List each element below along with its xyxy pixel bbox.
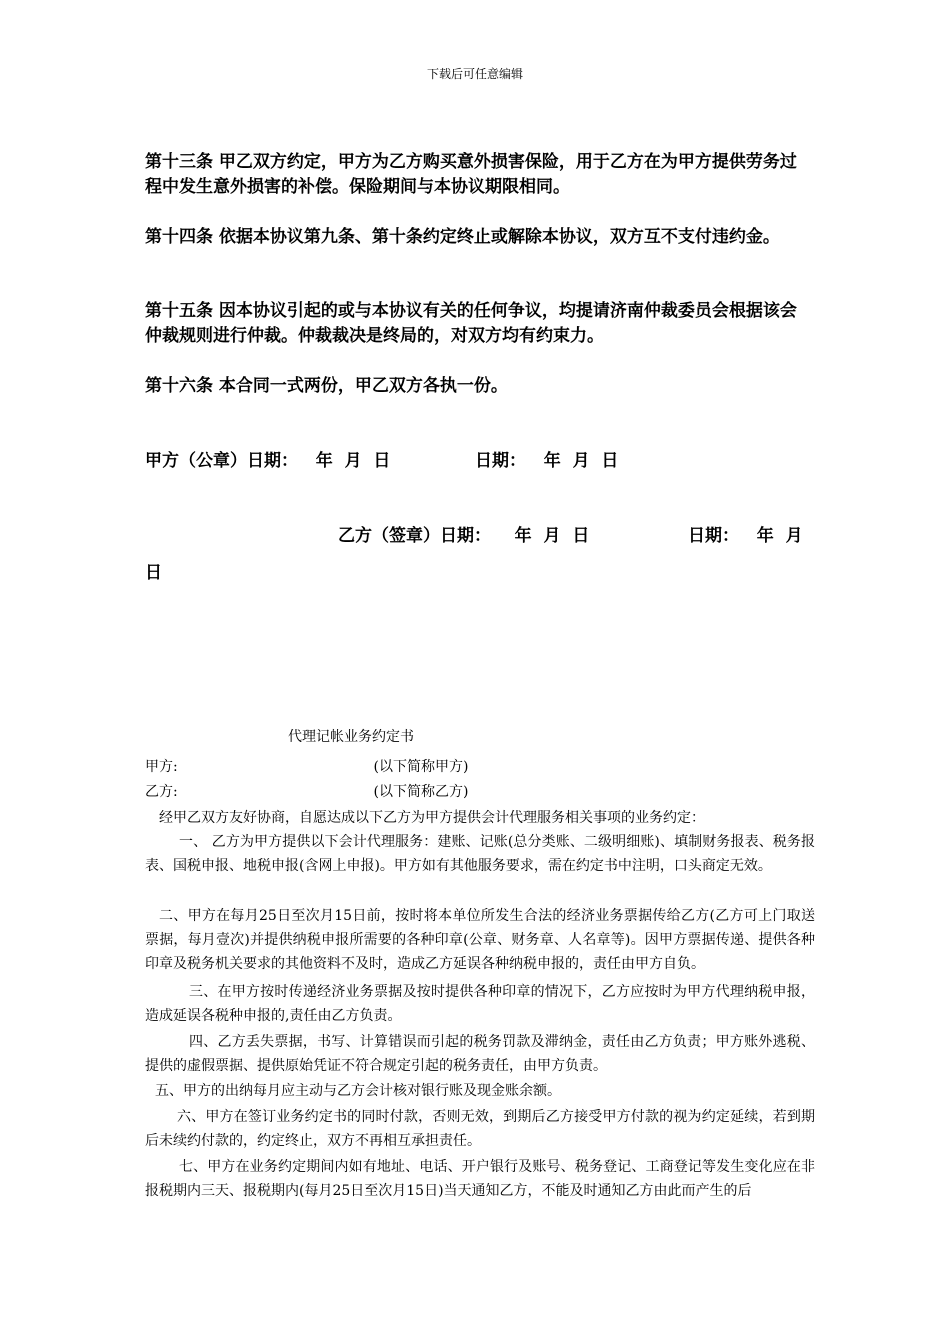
article-14: 第十四条 依据本协议第九条、第十条约定终止或解除本协议，双方互不支付违约金。: [145, 227, 780, 247]
agreement-item-2: 二、甲方在每月25日至次月15日前，按时将本单位所发生合法的经济业务票据传给乙方(乙方可上门取送票据，每月壹次)并提供纳税申报所需要的各种印章(公章、财务章、人名章等)。因甲方票据传递、提供各种印章及税务机关要求的其他资料不及时，造成乙方延误各种纳税申报的，责任由甲方自负。: [145, 908, 815, 972]
agreement-item-5: 五、甲方的出纳每月应主动与乙方会计核对银行账及现金账余额。: [155, 1083, 561, 1099]
agreement-item-1: 一、 乙方为甲方提供以下会计代理服务：建账、记账(总分类账、二级明细账)、填制财务报表、税务报表、国税申报、地税申报(含网上申报)。甲方如有其他服务要求，需在约定书中注明，口头商定无效。: [145, 834, 815, 874]
article-15: 第十五条 因本协议引起的或与本协议有关的任何争议，均提请济南仲裁委员会根据该会仲裁规则进行仲裁。仲裁裁决是终局的，对双方均有约束力。: [145, 301, 797, 346]
agreement-item-7: 七、甲方在业务约定期间内如有地址、电话、开户银行及账号、税务登记、工商登记等发生变化应在非报税期内三天、报税期内(每月25日至次月15日)当天通知乙方，不能及时通知乙方由此而产生的后: [145, 1159, 815, 1199]
page-header: 下载后可任意编辑: [426, 67, 523, 81]
agreement-title: 代理记帐业务约定书: [288, 729, 414, 745]
article-13: 第十三条 甲乙双方约定，甲方为乙方购买意外损害保险，用于乙方在为甲方提供劳务过程中发生意外损害的补偿。保险期间与本协议期限相同。: [145, 152, 797, 197]
agreement-item-3: 三、在甲方按时传递经济业务票据及按时提供各种印章的情况下，乙方应按时为甲方代理纳税申报，造成延误各税种申报的,责任由乙方负责。: [145, 984, 815, 1024]
date-b-day: 日: [145, 563, 162, 583]
party-b-signature: 乙方（签章）日期： 年 月 日: [338, 526, 590, 546]
date-a: 日期： 年 月 日: [475, 451, 619, 471]
party-a-line: 甲方: (以下简称甲方): [145, 759, 469, 775]
agreement-item-4: 四、乙方丢失票据，书写、计算错误而引起的税务罚款及滞纳金，责任由乙方负责；甲方账外逃税、提供的虚假票据、提供原始凭证不符合规定引起的税务责任，由甲方负责。: [145, 1034, 815, 1074]
agreement-intro: 经甲乙双方友好协商，自愿达成以下乙方为甲方提供会计代理服务相关事项的业务约定：: [159, 810, 705, 826]
article-16: 第十六条 本合同一式两份，甲乙双方各执一份。: [145, 376, 508, 396]
date-b: 日期： 年 月: [688, 526, 803, 546]
party-b-line: 乙方: (以下简称乙方): [145, 784, 469, 800]
agreement-item-6: 六、甲方在签订业务约定书的同时付款，否则无效，到期后乙方接受甲方付款的视为约定延续，若到期后未续约付款的，约定终止，双方不再相互承担责任。: [145, 1109, 815, 1149]
party-a-signature: 甲方（公章）日期： 年 月 日: [145, 451, 391, 471]
